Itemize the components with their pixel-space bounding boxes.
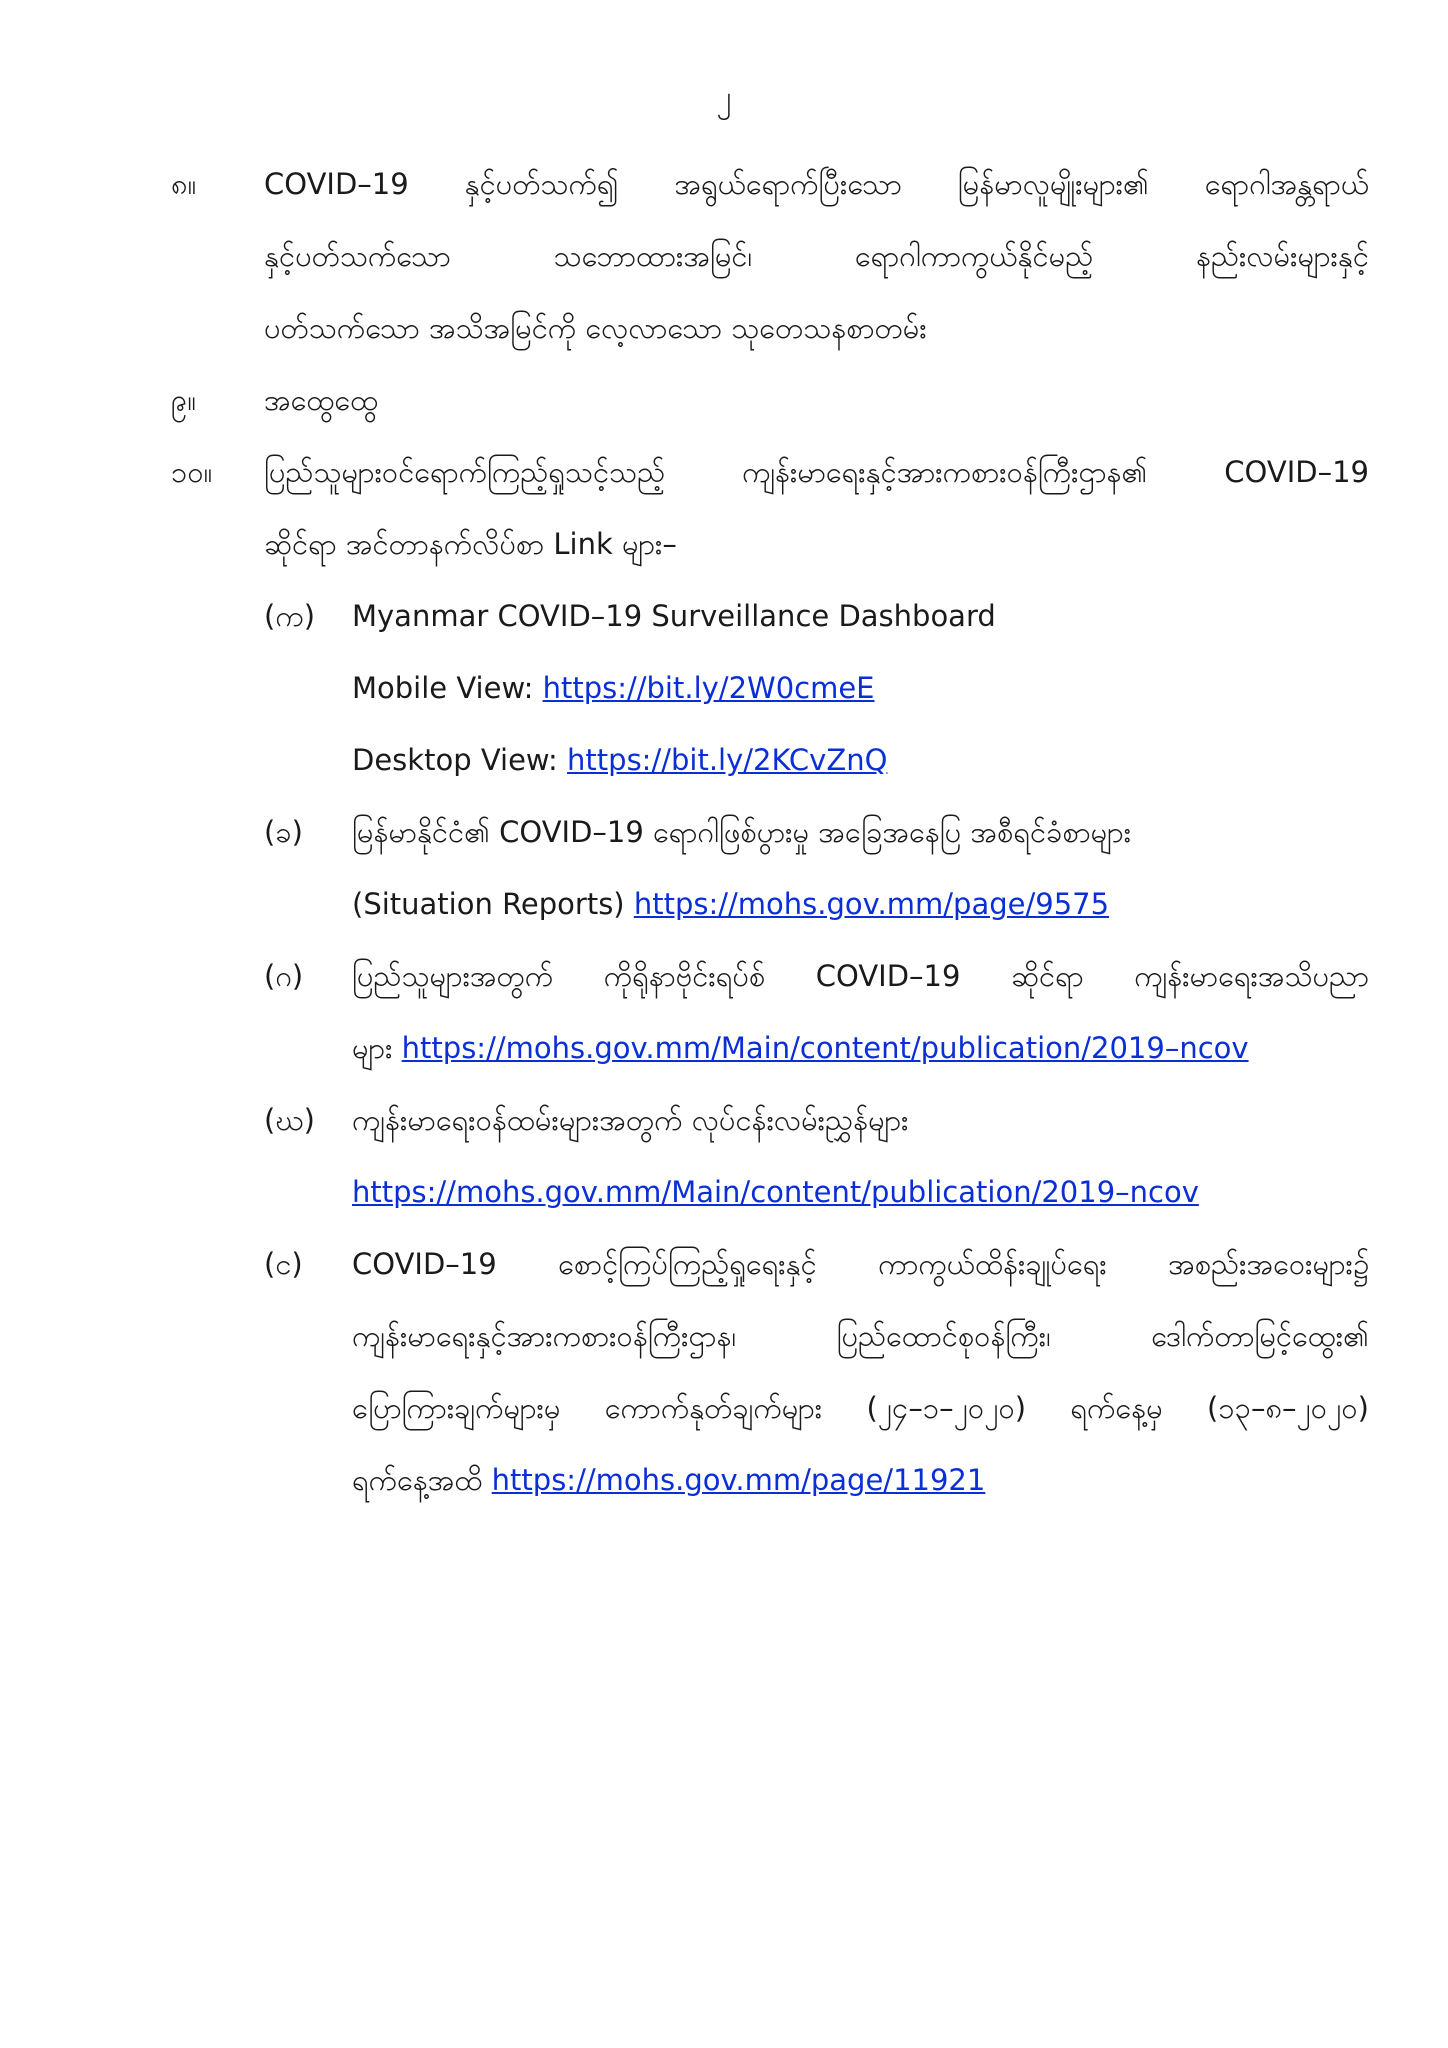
public-knowledge-link[interactable]: https://mohs.gov.mm/Main/content/publication/2019–ncov	[401, 1031, 1249, 1065]
sub-item-line	[171, 1156, 1369, 1228]
item-text-line	[171, 292, 1369, 364]
sub-item-text: ရက်နေ့အထိ	[352, 1463, 492, 1497]
link-item-nga	[171, 1228, 1369, 1300]
item-text-line	[171, 508, 1369, 580]
document-body	[171, 148, 1369, 1516]
sub-item-text: မြန်မာနိုင်ငံ၏ COVID–19 ရောဂါဖြစ်ပွားမှု အခြေအနေပြ အစီရင်ခံစာများ	[352, 815, 1132, 849]
minister-remarks-link[interactable]: https://mohs.gov.mm/page/11921	[491, 1463, 986, 1497]
page-number: ၂	[716, 80, 732, 115]
list-item-10	[171, 436, 1369, 508]
list-item-8	[171, 148, 1369, 220]
desktop-view-link[interactable]: https://bit.ly/2KCvZnQ	[567, 743, 888, 777]
item-text: အထွေထွေ	[264, 383, 379, 417]
link-item-ka	[171, 580, 1369, 652]
sub-item-letter: (က)	[264, 599, 316, 633]
sub-item-title: Myanmar COVID–19 Surveillance Dashboard	[352, 599, 996, 633]
sub-item-text: ပြောကြားချက်များမှ ကောက်နုတ်ချက်များ (၂၄–၁–၂၀၂၀) ရက်နေ့မှ (၁၃–၈–၂၀၂၀)	[352, 1391, 1369, 1425]
item-number: ၁၀။	[171, 455, 213, 489]
mobile-view-label: Mobile View:	[352, 671, 543, 705]
sub-item-letter: (ဂ)	[264, 959, 304, 993]
sub-item-text: များ	[352, 1031, 402, 1065]
link-item-gha	[171, 1084, 1369, 1156]
situation-reports-row	[352, 868, 1369, 940]
desktop-view-label: Desktop View:	[352, 743, 568, 777]
item-text: COVID–19 နှင့်ပတ်သက်၍ အရွယ်ရောက်ပြီးသော မြန်မာလူမျိုးများ၏ ရောဂါအန္တရာယ်	[264, 167, 1369, 201]
item-number: ၈။	[171, 167, 197, 201]
sub-item-text: ကျန်းမာရေးဝန်ထမ်းများအတွက် လုပ်ငန်းလမ်းညွှန်များ	[352, 1103, 909, 1137]
sub-item-line	[171, 868, 1369, 940]
item-text: ပတ်သက်သော အသိအမြင်ကို လေ့လာသော သုတေသနစာတမ်း	[264, 311, 927, 345]
sub-item-line	[171, 1012, 1369, 1084]
link-item-ga	[171, 940, 1369, 1012]
sub-item-letter: (ဃ)	[264, 1103, 315, 1137]
sub-item-letter: (ခ)	[264, 815, 303, 849]
item-text: ဆိုင်ရာ အင်တာနက်လိပ်စာ Link များ–	[264, 527, 677, 561]
health-staff-guidelines-link[interactable]: https://mohs.gov.mm/Main/content/publication/2019–ncov	[352, 1175, 1199, 1209]
sub-item-text: ပြည်သူများအတွက် ကိုရိုနာဗိုင်းရပ်စ် COVID–19 ဆိုင်ရာ ကျန်းမာရေးအသိပညာ	[352, 959, 1369, 993]
item-text-line	[171, 220, 1369, 292]
mobile-view-link[interactable]: https://bit.ly/2W0cmeE	[542, 671, 875, 705]
sub-item-line	[171, 1444, 1369, 1516]
sub-item-line	[171, 1300, 1369, 1372]
public-knowledge-row	[352, 1012, 1369, 1084]
sub-item-text: (Situation Reports)	[352, 887, 634, 921]
item-text: ပြည်သူများဝင်ရောက်ကြည့်ရှုသင့်သည့် ကျန်းမာရေးနှင့်အားကစားဝန်ကြီးဌာန၏ COVID–19	[264, 455, 1369, 489]
list-item-9	[171, 364, 1369, 436]
desktop-view-line	[171, 724, 1369, 796]
situation-reports-link[interactable]: https://mohs.gov.mm/page/9575	[633, 887, 1110, 921]
health-staff-guidelines-row	[352, 1156, 1369, 1228]
desktop-view-row	[352, 724, 1369, 796]
link-item-kha	[171, 796, 1369, 868]
sub-item-text: ကျန်းမာရေးနှင့်အားကစားဝန်ကြီးဌာန၊ ပြည်ထောင်စုဝန်ကြီး၊ ဒေါက်တာမြင့်ထွေး၏	[352, 1319, 1369, 1353]
item-text: နှင့်ပတ်သက်သော သဘောထားအမြင်၊ ရောဂါကာကွယ်နိုင်မည့် နည်းလမ်းများနှင့်	[264, 239, 1369, 273]
mobile-view-line	[171, 652, 1369, 724]
mobile-view-row	[352, 652, 1369, 724]
sub-item-letter: (င)	[264, 1247, 303, 1281]
minister-remarks-row	[352, 1444, 1369, 1516]
sub-item-line	[171, 1372, 1369, 1444]
item-number: ၉။	[171, 383, 197, 417]
sub-item-text: COVID–19 စောင့်ကြပ်ကြည့်ရှုရေးနှင့် ကာကွယ်ထိန်းချုပ်ရေး အစည်းအဝေးများ၌	[352, 1247, 1369, 1281]
